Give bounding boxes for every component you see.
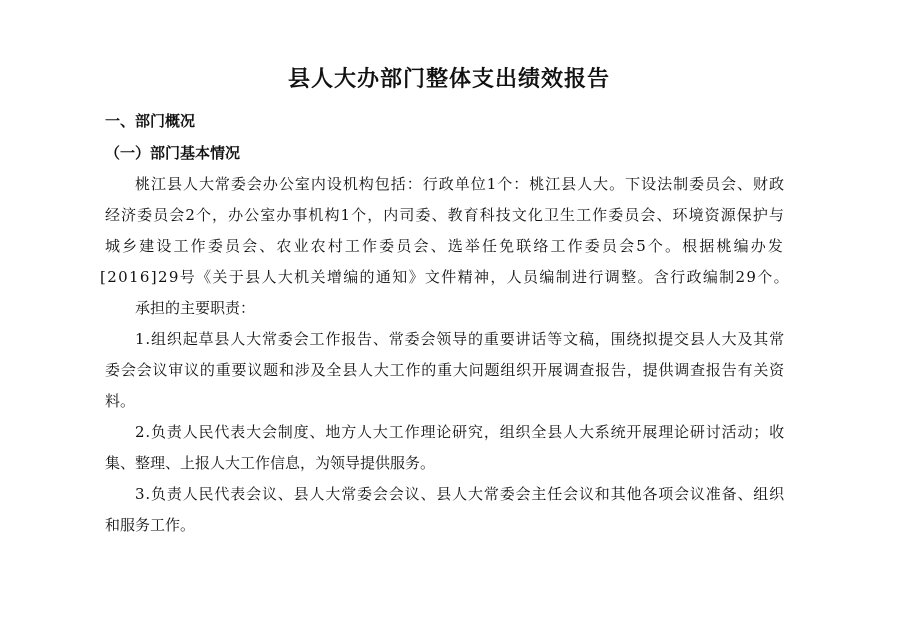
paragraph-line: 委会会议审议的重要议题和涉及全县人大工作的重大问题组织开展调查报告，提供调查报告有关资 bbox=[105, 361, 785, 379]
paragraph-line: 2.负责人民代表大会制度、地方人大工作理论研究，组织全县人大系统开展理论研讨活动；收 bbox=[135, 423, 785, 441]
paragraph-line: 集、整理、上报人大工作信息，为领导提供服务。 bbox=[105, 454, 436, 472]
paragraph-line: 3.负责人民代表会议、县人大常委会会议、县人大常委会主任会议和其他各项会议准备、组织 bbox=[135, 485, 785, 503]
paragraph-line: 桃江县人大常委会办公室内设机构包括：行政单位1个：桃江县人大。下设法制委员会、财政 bbox=[135, 175, 785, 193]
duties-heading: 承担的主要职责： bbox=[135, 299, 256, 317]
page-title: 县人大办部门整体支出绩效报告 bbox=[287, 66, 610, 92]
paragraph-line: 城乡建设工作委员会、农业农村工作委员会、选举任免联络工作委员会5个。根据桃编办发 bbox=[105, 237, 785, 255]
section-heading: 一、部门概况 bbox=[105, 112, 196, 130]
subsection-heading: （一）部门基本情况 bbox=[105, 144, 241, 162]
paragraph-line: 1.组织起草县人大常委会工作报告、常委会领导的重要讲话等文稿，围绕拟提交县人大及其常 bbox=[135, 330, 785, 348]
paragraph-line: 和服务工作。 bbox=[105, 516, 196, 534]
paragraph-line: 经济委员会2个，办公室办事机构1个，内司委、教育科技文化卫生工作委员会、环境资源保护与 bbox=[105, 206, 785, 224]
paragraph-line: [2016]29号《关于县人大机关增编的通知》文件精神，人员编制进行调整。含行政编制29个。 bbox=[100, 268, 790, 286]
paragraph-line: 料。 bbox=[105, 392, 136, 410]
